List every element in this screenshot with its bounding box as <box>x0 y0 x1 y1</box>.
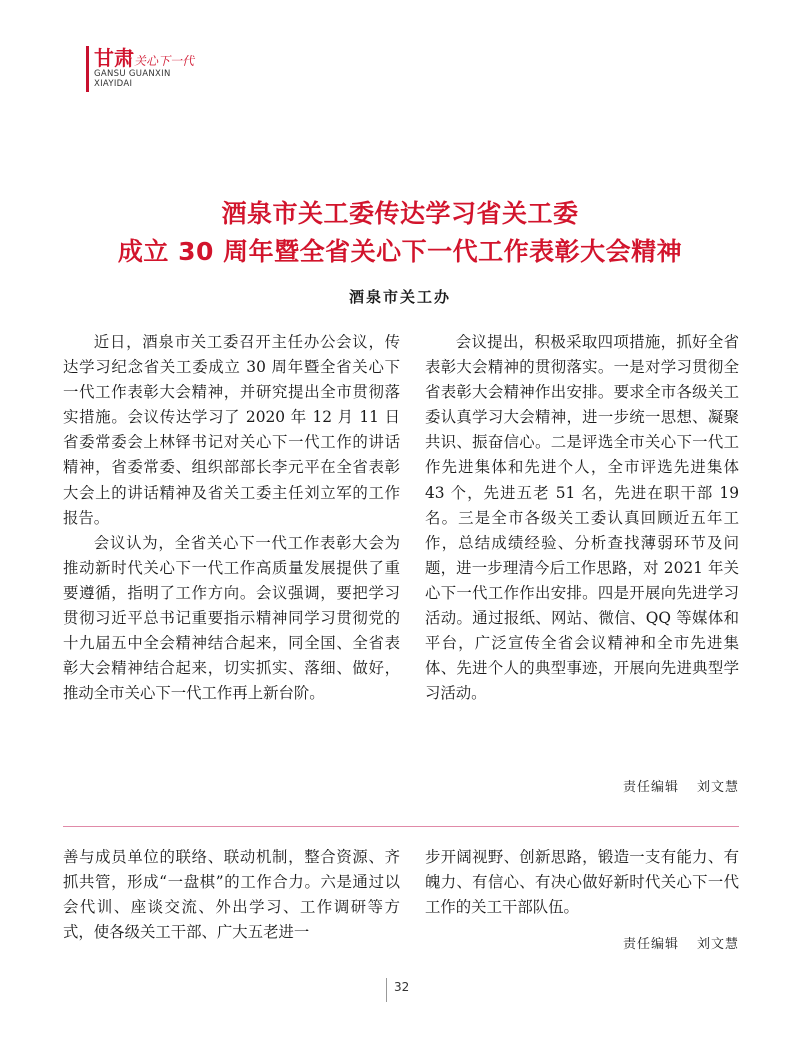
paragraph: 近日，酒泉市关工委召开主任办公会议，传达学习纪念省关工委成立 30 周年暨全省关心下一代工作表彰大会精神，并研究提出全市贯彻落实措施。会议传达学习了 2020 年 12 月 11 日省委常委会上林铎书记对关心下一代工作的讲话精神，省委常委、组织部部长李元平在全省表彰大会上的讲话精神及省关工委主任刘立军的工作报告。 <box>63 333 400 527</box>
logo-english <box>94 69 171 89</box>
paragraph: 会议认为，全省关心下一代工作表彰大会为推动新时代关心下一代工作高质量发展提供了重要遵循，指明了工作方向。会议强调，要把学习贯彻习近平总书记重要指示精神同学习贯彻党的十九届五中全会精神结合起来，同全国、全省表彰大会精神结合起来，切实抓实、落细、做好，推动全市关心下一代工作再上新台阶。 <box>63 533 400 703</box>
editor-credit-continuation <box>623 933 739 952</box>
page-number-rule <box>386 978 387 1002</box>
article-author: 酒泉市关工办 <box>348 288 451 306</box>
logo-english-line2: XIAYIDAI <box>94 79 133 89</box>
article-column-right <box>425 330 739 706</box>
logo-title: 甘肃关心下一代 <box>94 46 195 70</box>
paragraph: 善与成员单位的联络、联动机制，整合资源、齐抓共管，形成“一盘棋”的工作合力。六是通过以会代训、座谈交流、外出学习、工作调研等方式，使各级关工干部、广大五老进一 <box>63 848 400 942</box>
continuation-column-left <box>63 845 400 945</box>
continuation-column-right <box>425 845 739 920</box>
editor-credit <box>623 776 739 795</box>
logo-subtitle: 关心下一代 <box>134 54 195 68</box>
editor-name: 刘文慧 <box>697 937 740 952</box>
section-divider <box>63 826 739 827</box>
page-number: 32 <box>394 980 410 994</box>
paragraph: 步开阔视野、创新思路，锻造一支有能力、有魄力、有信心、有决心做好新时代关心下一代工作的关工干部队伍。 <box>425 848 739 917</box>
editor-label: 责任编辑 <box>623 780 680 795</box>
article-column-left <box>63 330 400 706</box>
masthead-accent-bar <box>86 46 89 92</box>
masthead-logo <box>86 40 226 100</box>
article-title-line1: 酒泉市关工委传达学习省关工委 <box>221 199 579 228</box>
editor-label: 责任编辑 <box>623 937 680 952</box>
editor-name: 刘文慧 <box>697 780 740 795</box>
paragraph: 会议提出，积极采取四项措施，抓好全省表彰大会精神的贯彻落实。一是对学习贯彻全省表彰大会精神作出安排。要求全市各级关工委认真学习大会精神，进一步统一思想、凝聚共识、振奋信心。二是评选全市关心下一代工作先进集体和先进个人，全市评选先进集体 43 个，先进五老 51 名，先进在职干部 19 名。三是全市各级关工委认真回顾近五年工作，总结成绩经验、分析查找薄弱环节及问题，进一步理清今后工作思路，对 2021 年关心下一代工作作出安排。四是开展向先进学习活动。通过报纸、网站、微信、QQ 等媒体和平台，广泛宣传全省会议精神和全市先进集体、先进个人的典型事迹，开展向先进典型学习活动。 <box>425 333 739 703</box>
article-title-line2: 成立 30 周年暨全省关心下一代工作表彰大会精神 <box>117 237 683 266</box>
logo-english-line1: GANSU GUANXIN <box>94 69 171 79</box>
